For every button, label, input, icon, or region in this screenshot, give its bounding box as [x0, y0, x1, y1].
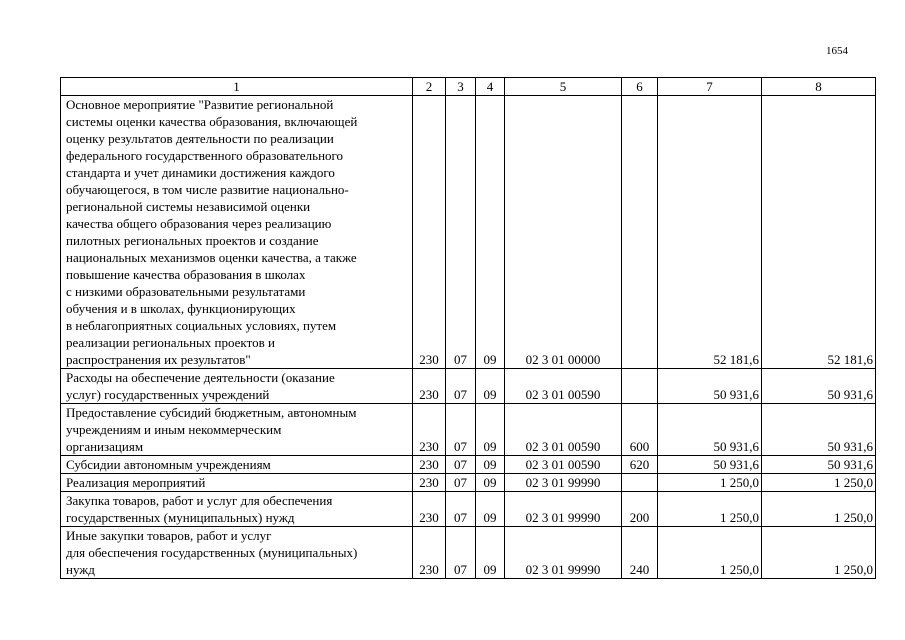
- amount-col8-cell: 52 181,6: [762, 96, 876, 369]
- header-cell: 1: [61, 78, 413, 96]
- amount-col8-cell: 1 250,0: [762, 492, 876, 527]
- amount-col8-cell: 50 931,6: [762, 404, 876, 456]
- header-cell: 8: [762, 78, 876, 96]
- header-cell: 6: [622, 78, 658, 96]
- header-cell: 4: [476, 78, 505, 96]
- amount-col8-cell: 50 931,6: [762, 456, 876, 474]
- header-cell: 7: [658, 78, 762, 96]
- expense-type-cell: 200: [622, 492, 658, 527]
- table-row: [61, 492, 876, 527]
- target-article-cell: 02 3 01 00590: [505, 404, 622, 456]
- amount-col7-cell: 52 181,6: [658, 96, 762, 369]
- row-name-cell: Иные закупки товаров, работ и услуг для обеспечения государственных (муниципальных) нужд: [61, 527, 413, 579]
- amount-col8-cell: 1 250,0: [762, 527, 876, 579]
- ministry-code-cell: 230: [413, 404, 446, 456]
- subsection-code-cell: 09: [476, 492, 505, 527]
- subsection-code-cell: 09: [476, 456, 505, 474]
- table-row: [61, 96, 876, 369]
- subsection-code-cell: 09: [476, 404, 505, 456]
- row-name-cell: Предоставление субсидий бюджетным, автономным учреждениям и иным некоммерческим организациям: [61, 404, 413, 456]
- target-article-cell: 02 3 01 00590: [505, 369, 622, 404]
- table-row: [61, 456, 876, 474]
- ministry-code-cell: 230: [413, 96, 446, 369]
- section-code-cell: 07: [446, 492, 476, 527]
- section-code-cell: 07: [446, 96, 476, 369]
- row-name-cell: Основное мероприятие "Развитие региональной системы оценки качества образования, включающей оценку результатов деятельности по реализации федерального государственного образовательного стандарта и учет динамики достижения каждого обучающегося, в том числе развитие национально- региональной системы независимой оценки качества общего образования через реализацию пилотных региональных проектов и создание национальных механизмов оценки качества, а также повышение качества образования в школах с низкими образовательными результатами обучения и в школах, функционирующих в неблагоприятных социальных условиях, путем реализации региональных проектов и распространения их результатов": [61, 96, 413, 369]
- row-name-cell: Субсидии автономным учреждениям: [61, 456, 413, 474]
- amount-col7-cell: 50 931,6: [658, 404, 762, 456]
- page-number: 1654: [826, 45, 848, 57]
- ministry-code-cell: 230: [413, 527, 446, 579]
- section-code-cell: 07: [446, 456, 476, 474]
- row-name-cell: Расходы на обеспечение деятельности (оказание услуг) государственных учреждений: [61, 369, 413, 404]
- amount-col7-cell: 50 931,6: [658, 369, 762, 404]
- amount-col7-cell: 1 250,0: [658, 474, 762, 492]
- target-article-cell: 02 3 01 99990: [505, 527, 622, 579]
- header-cell: 3: [446, 78, 476, 96]
- amount-col7-cell: 50 931,6: [658, 456, 762, 474]
- table-row: [61, 404, 876, 456]
- header-cell: 5: [505, 78, 622, 96]
- ministry-code-cell: 230: [413, 369, 446, 404]
- table-row: [61, 369, 876, 404]
- row-name-cell: Реализация мероприятий: [61, 474, 413, 492]
- subsection-code-cell: 09: [476, 96, 505, 369]
- target-article-cell: 02 3 01 99990: [505, 474, 622, 492]
- row-name-cell: Закупка товаров, работ и услуг для обеспечения государственных (муниципальных) нужд: [61, 492, 413, 527]
- target-article-cell: 02 3 01 00590: [505, 456, 622, 474]
- amount-col8-cell: 1 250,0: [762, 474, 876, 492]
- table-row: [61, 527, 876, 579]
- ministry-code-cell: 230: [413, 456, 446, 474]
- header-cell: 2: [413, 78, 446, 96]
- ministry-code-cell: 230: [413, 474, 446, 492]
- target-article-cell: 02 3 01 99990: [505, 492, 622, 527]
- expense-type-cell: [622, 369, 658, 404]
- expense-type-cell: 240: [622, 527, 658, 579]
- subsection-code-cell: 09: [476, 474, 505, 492]
- expense-type-cell: [622, 96, 658, 369]
- section-code-cell: 07: [446, 404, 476, 456]
- target-article-cell: 02 3 01 00000: [505, 96, 622, 369]
- expense-type-cell: 620: [622, 456, 658, 474]
- subsection-code-cell: 09: [476, 369, 505, 404]
- section-code-cell: 07: [446, 527, 476, 579]
- table-header-row: [61, 78, 876, 96]
- subsection-code-cell: 09: [476, 527, 505, 579]
- section-code-cell: 07: [446, 369, 476, 404]
- amount-col7-cell: 1 250,0: [658, 492, 762, 527]
- section-code-cell: 07: [446, 474, 476, 492]
- amount-col8-cell: 50 931,6: [762, 369, 876, 404]
- ministry-code-cell: 230: [413, 492, 446, 527]
- budget-table: [60, 77, 876, 579]
- amount-col7-cell: 1 250,0: [658, 527, 762, 579]
- expense-type-cell: 600: [622, 404, 658, 456]
- expense-type-cell: [622, 474, 658, 492]
- table-row: [61, 474, 876, 492]
